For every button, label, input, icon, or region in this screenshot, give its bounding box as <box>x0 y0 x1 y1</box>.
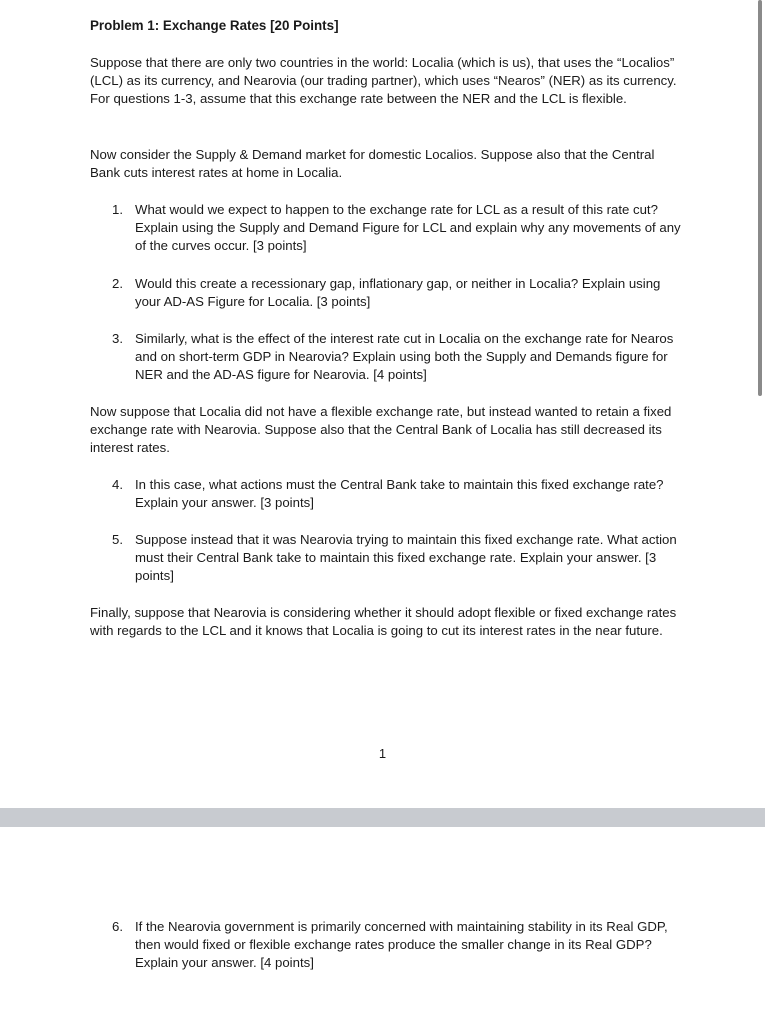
question-3-number: 3. <box>112 331 123 346</box>
question-1-number: 1. <box>112 202 123 217</box>
question-2-number: 2. <box>112 276 123 291</box>
question-2-text: Would this create a recessionary gap, inflationary gap, or neither in Localia? Explain using your AD-AS Figure for Localia. [3 points] <box>135 276 661 309</box>
question-4 <box>112 476 682 512</box>
page-separator <box>0 808 765 827</box>
document-page-2 <box>0 827 765 1024</box>
question-1-text: What would we expect to happen to the exchange rate for LCL as a result of this rate cut? Explain using the Supply and Demand Figure for LCL and explain why any movements of any of the curves occur. [3 points] <box>135 202 681 253</box>
question-3-text: Similarly, what is the effect of the interest rate cut in Localia on the exchange rate for Nearos and on short-term GDP in Nearovia? Explain using both the Supply and Demands figure for NER and the AD-AS figure for Nearovia. [4 points] <box>135 331 674 382</box>
intro-paragraph: Suppose that there are only two countries in the world: Localia (which is us), that uses the “Localios” (LCL) as its currency, and Nearovia (our trading partner), which uses “Nearos” (NER) as its currency. For questions 1-3, assume that this exchange rate between the NER and the LCL is flexible. <box>90 55 677 106</box>
question-5-text: Suppose instead that it was Nearovia trying to maintain this fixed exchange rate. What action must their Central Bank take to maintain this fixed exchange rate. Explain your answer. [3 points] <box>135 532 677 583</box>
question-5 <box>112 531 682 585</box>
question-4-text: In this case, what actions must the Central Bank take to maintain this fixed exchange rate? Explain your answer. [3 points] <box>135 477 664 510</box>
market-context-paragraph: Now consider the Supply & Demand market for domestic Localios. Suppose also that the Central Bank cuts interest rates at home in Localia. <box>90 147 655 180</box>
page-number: 1 <box>378 746 387 761</box>
question-4-number: 4. <box>112 477 123 492</box>
vertical-scrollbar-thumb[interactable] <box>758 0 762 396</box>
question-2 <box>112 275 682 311</box>
question-6 <box>112 918 682 972</box>
question-6-number: 6. <box>112 919 123 934</box>
problem-heading: Problem 1: Exchange Rates [20 Points] <box>90 18 339 33</box>
question-5-number: 5. <box>112 532 123 547</box>
final-context-paragraph: Finally, suppose that Nearovia is considering whether it should adopt flexible or fixed exchange rates with regards to the LCL and it knows that Localia is going to cut its interest rates in the near future. <box>90 605 677 638</box>
question-6-text: If the Nearovia government is primarily concerned with maintaining stability in its Real GDP, then would fixed or flexible exchange rates produce the smaller change in its Real GDP? Explain your answer. [4 points] <box>135 919 668 970</box>
question-3 <box>112 330 682 384</box>
fixed-rate-context-paragraph: Now suppose that Localia did not have a flexible exchange rate, but instead wanted to retain a fixed exchange rate with Nearovia. Suppose also that the Central Bank of Localia has still decreased its interest rates. <box>90 404 672 455</box>
question-1 <box>112 201 682 255</box>
